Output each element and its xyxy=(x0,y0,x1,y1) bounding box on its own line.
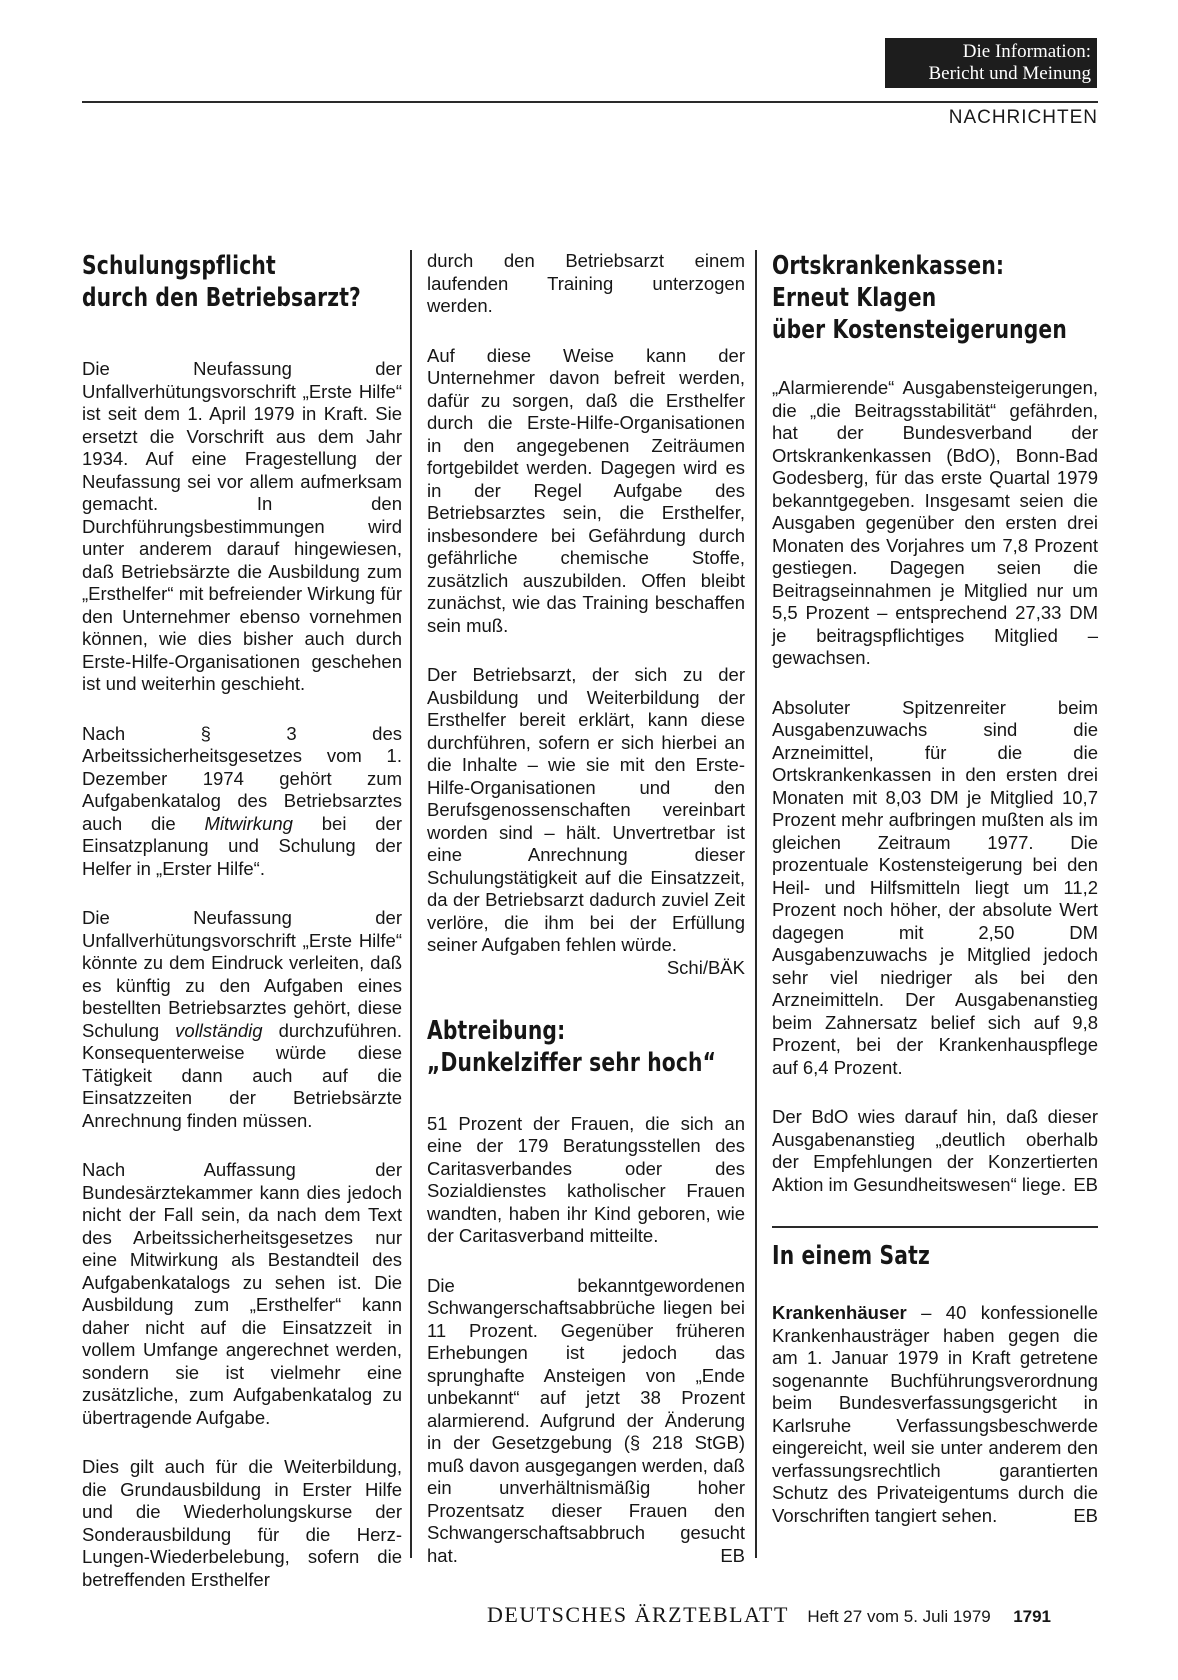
page-footer xyxy=(487,1602,1051,1628)
paragraph xyxy=(427,1275,745,1568)
paragraph: Auf diese Weise kann der Unternehmer davon befreit werden, dafür zu sorgen, daß die Ersthelfer durch die Erste-Hilfe-Organisationen in den angegebenen Zeiträumen fortgebildet werden. Dagegen wird es in der Regel Aufgabe des Betriebsarztes sein, die Ersthelfer, insbesondere bei Gefährdung durch gefährliche chemische Stoffe, zusätzlich auszubilden. Offen bleibt zunächst, wie das Training beschaffen sein muß. xyxy=(427,344,745,636)
section-label: NACHRICHTEN xyxy=(948,107,1098,128)
author-signature: EB xyxy=(1073,1504,1098,1526)
heading-line: Erneut Klagen xyxy=(772,283,937,313)
banner-line-1: Die Information: xyxy=(962,41,1091,62)
page-number: 1791 xyxy=(1013,1607,1052,1626)
heading-line: Abtreibung: xyxy=(427,1015,566,1046)
heading-line: durch den Betriebsarzt? xyxy=(82,283,361,313)
banner-line-2: Bericht und Meinung xyxy=(928,63,1091,84)
author-signature: Schi/BÄK xyxy=(666,956,745,978)
paragraph-text: Nach § 3 des Arbeitssicherheitsgesetzes vom 1. Dezember 1974 gehört zum Aufgabenkatalog des Betriebsarztes auch die xyxy=(82,722,402,834)
column-1 xyxy=(82,250,402,1618)
rubric-banner xyxy=(885,38,1097,88)
paragraph: Dies gilt auch für die Weiterbildung, die Grundausbildung in Erster Hilfe und die Wiederholungskurse der Sonderausbildung für die Herz-Lungen-Wiederbelebung, sofern die betreffenden Ersthelfer xyxy=(82,1456,402,1590)
author-signature: EB xyxy=(720,1544,745,1566)
paragraph xyxy=(82,723,402,881)
paragraph-text: bei der Einsatzplanung und Schulung der Helfer in „Erster Hilfe“. xyxy=(82,812,403,879)
paragraph xyxy=(82,907,402,1132)
emphasis: Mitwirkung xyxy=(204,812,293,834)
section-heading-in-einem-satz: In einem Satz xyxy=(772,1241,930,1271)
paragraph: Nach Auffassung der Bundesärztekammer kann dies jedoch nicht der Fall sein, da nach dem Text des Arbeitssicherheitsgesetzes nur eine Mitwirkung als Bestandteil des Aufgabenkatalogs zu sehen ist. Die Ausbildung zum „Ersthelfer“ kann daher nicht auf die Einsatzzeit in vollem Umfange angerechnet werden, sondern sie ist vielmehr eine zusätzliche, zum Aufgabenkatalog zu übertragende Aufgabe. xyxy=(82,1159,402,1428)
heading-line: Schulungspflicht xyxy=(82,251,276,281)
paragraph: 51 Prozent der Frauen, die sich an eine der 179 Beratungsstellen des Caritasverbandes oder des Sozialdienstes katholischer Frauen wandten, haben ihr Kind geboren, wie der Caritasverband mitteilte. xyxy=(427,1112,745,1246)
paragraph-text: – 40 konfessionelle Krankenhausträger haben gegen die am 1. Januar 1979 in Kraft getretene sogenannte Buchführungsverordnung beim Bundesverfassungsgericht in Karlsruhe Verfassungsbeschwerde eingereicht, weil sie unter anderem den verfassungsrechtlich garantierten Schutz des Privateigentums durch die Vorschriften tangiert sehen. xyxy=(772,1302,1098,1526)
column-divider xyxy=(755,250,757,1558)
paragraph-text: Die bekanntgewordenen Schwangerschaftsabbrüche liegen bei 11 Prozent. Gegenüber früheren Erhebungen ist jedoch das sprunghafte Ansteigen von „Ende unbekannt“ auf jetzt 38 Prozent alarmierend. Aufgrund der Änderung in der Gesetzgebung (§ 218 StGB) muß davon ausgegangen werden, daß ein unverhältnismäßig hoher Prozentsatz dieser Frauen den Schwangerschaftsabbruch gesucht hat. xyxy=(427,1274,745,1566)
article-heading-ortskrankenkassen xyxy=(772,250,1067,346)
column-2 xyxy=(427,250,745,1594)
paragraph-text: Die Neufassung der Unfallverhütungsvorschrift „Erste Hilfe“ könnte zu dem Eindruck verleiten, daß es künftig zu den Aufgaben eines bestellten Betriebsarztes gehört, diese Schulung xyxy=(82,907,402,1041)
paragraph xyxy=(772,1106,1098,1196)
issue-info: Heft 27 vom 5. Juli 1979 xyxy=(807,1607,991,1626)
heading-line: „Dunkelziffer sehr hoch“ xyxy=(427,1047,717,1078)
emphasis: vollständig xyxy=(175,1019,263,1041)
journal-masthead: DEUTSCHES ÄRZTEBLATT xyxy=(487,1602,789,1627)
column-divider xyxy=(410,250,412,1558)
keyword: Krankenhäuser xyxy=(772,1302,907,1323)
heading-line: Ortskrankenkassen: xyxy=(772,251,1005,281)
author-signature: EB xyxy=(1073,1173,1098,1195)
paragraph xyxy=(427,664,745,978)
article-heading-schulungspflicht xyxy=(82,250,361,314)
header-rule xyxy=(82,101,1098,103)
section-rule xyxy=(772,1226,1098,1228)
paragraph xyxy=(772,1302,1098,1527)
paragraph-text: Der BdO wies darauf hin, daß dieser Ausgabenanstieg „deutlich oberhalb der Empfehlungen der Konzertierten Aktion im Gesundheitswesen“ liege. xyxy=(772,1106,1098,1195)
heading-line: über Kostensteigerungen xyxy=(772,315,1067,345)
article-heading-abtreibung xyxy=(427,1015,717,1079)
paragraph: Absoluter Spitzenreiter beim Ausgabenzuwachs sind die Arzneimittel, für die die Ortskrankenkassen in den ersten drei Monaten mit 8,03 DM je Mitglied 10,7 Prozent mehr aufbringen mußten als im gleichen Zeitraum 1977. Die prozentuale Kostensteigerung bei den Heil- und Hilfsmitteln liegt um 11,2 Prozent noch höher, der absolute Wert dagegen mit 2,50 DM Ausgabenzuwachs je Mitglied jedoch sehr viel niedriger als bei den Arzneimitteln. Der Ausgabenanstieg beim Zahnersatz belief sich auf 9,8 Prozent, bei der Krankenhauspflege auf 6,4 Prozent. xyxy=(772,696,1098,1078)
paragraph-text: durchzuführen. Konsequenterweise würde diese Tätigkeit dann auch auf die Einsatzzeiten der Betriebsärzte Anrechnung finden müssen. xyxy=(82,1019,402,1131)
paragraph-text: Der Betriebsarzt, der sich zu der Ausbildung und Weiterbildung der Ersthelfer bereit erklärt, kann diese durchführen, sofern er sich hierbei an die Inhalte – wie sie mit den Erste-Hilfe-Organisationen und den Berufsgenossenschaften vereinbart worden sind – hält. Unvertretbar ist eine Anrechnung dieser Schulungstätigkeit auf die Einsatzzeit, da der Betriebsarzt dadurch zuviel Zeit verlöre, die ihm bei der Erfüllung seiner Aufgaben fehlen würde. xyxy=(427,664,745,955)
paragraph: Die Neufassung der Unfallverhütungsvorschrift „Erste Hilfe“ ist seit dem 1. April 1979 in Kraft. Sie ersetzt die Vorschrift aus dem Jahr 1934. Auf eine Fragestellung der Neufassung sei vor allem aufmerksam gemacht. In den Durchführungsbestimmungen wird unter anderem darauf hingewiesen, daß Betriebsärzte die Ausbildung zum „Ersthelfer“ mit befreiender Wirkung für den Unternehmer ebenso vornehmen können, wie dies bisher auch durch Erste-Hilfe-Organisationen geschehen ist und weiterhin geschieht. xyxy=(82,358,402,694)
paragraph: „Alarmierende“ Ausgabensteigerungen, die „die Beitragsstabilität“ gefährden, hat der Bundesverband der Ortskrankenkassen (BdO), Bonn-Bad Godesberg, für das erste Quartal 1979 bekanntgegeben. Insgesamt seien die Ausgaben gegenüber den ersten drei Monaten des Vorjahres um 7,8 Prozent gestiegen. Dagegen seien die Beitragseinnahmen je Mitglied nur um 5,5 Prozent – entsprechend 27,33 DM je beitragspflichtiges Mitglied – gewachsen. xyxy=(772,377,1098,668)
column-3 xyxy=(772,250,1098,1554)
paragraph: durch den Betriebsarzt einem laufenden Training unterzogen werden. xyxy=(427,250,745,316)
